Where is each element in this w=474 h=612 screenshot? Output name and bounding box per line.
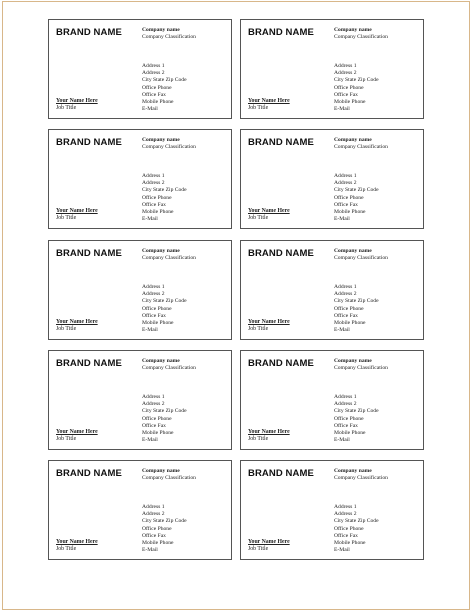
business-card xyxy=(240,460,424,560)
email: E-Mail xyxy=(142,437,158,444)
your-name: Your Name Here xyxy=(248,208,290,214)
business-card xyxy=(48,19,232,119)
mobile-phone: Mobile Phone xyxy=(142,209,174,216)
company-name: Company name xyxy=(334,137,372,143)
your-name: Your Name Here xyxy=(248,98,290,104)
brand-name: BRAND NAME xyxy=(56,248,122,259)
email: E-Mail xyxy=(334,106,350,113)
address-1: Address 1 xyxy=(142,284,165,290)
business-card xyxy=(240,19,424,119)
city-state-zip: City State Zip Code xyxy=(334,77,379,84)
your-name: Your Name Here xyxy=(248,429,290,435)
company-block xyxy=(334,468,388,482)
address-1: Address 1 xyxy=(334,284,357,290)
your-name: Your Name Here xyxy=(56,429,98,435)
address-1: Address 1 xyxy=(142,394,165,400)
contact-block xyxy=(142,504,187,554)
company-block xyxy=(142,248,196,262)
company-name: Company name xyxy=(334,358,372,364)
your-name: Your Name Here xyxy=(56,319,98,325)
brand-name: BRAND NAME xyxy=(248,358,314,369)
office-fax: Office Fax xyxy=(334,422,358,429)
address-1: Address 1 xyxy=(142,173,165,179)
email: E-Mail xyxy=(142,216,158,223)
address-2: Address 2 xyxy=(334,401,357,408)
city-state-zip: City State Zip Code xyxy=(334,187,379,194)
person-block xyxy=(248,319,290,333)
address-1: Address 1 xyxy=(142,504,165,510)
city-state-zip: City State Zip Code xyxy=(142,298,187,305)
job-title: Job Title xyxy=(56,436,77,442)
email: E-Mail xyxy=(142,547,158,554)
contact-block xyxy=(334,63,379,113)
office-phone: Office Phone xyxy=(142,194,172,201)
job-title: Job Title xyxy=(248,436,269,442)
address-2: Address 2 xyxy=(334,291,357,298)
mobile-phone: Mobile Phone xyxy=(334,99,366,106)
company-name: Company name xyxy=(334,468,372,474)
brand-name: BRAND NAME xyxy=(248,137,314,148)
office-phone: Office Phone xyxy=(334,415,364,422)
business-card xyxy=(240,350,424,450)
city-state-zip: City State Zip Code xyxy=(334,408,379,415)
person-block xyxy=(56,429,98,443)
brand-name: BRAND NAME xyxy=(248,468,314,479)
address-2: Address 2 xyxy=(334,180,357,187)
company-name: Company name xyxy=(334,27,372,33)
contact-block xyxy=(334,394,379,444)
office-phone: Office Phone xyxy=(142,415,172,422)
contact-block xyxy=(142,394,187,444)
brand-name: BRAND NAME xyxy=(56,468,122,479)
your-name: Your Name Here xyxy=(248,319,290,325)
email: E-Mail xyxy=(334,216,350,223)
business-card xyxy=(48,460,232,560)
company-classification: Company Classification xyxy=(334,255,388,261)
company-classification: Company Classification xyxy=(334,144,388,150)
address-2: Address 2 xyxy=(142,511,165,518)
office-phone: Office Phone xyxy=(142,84,172,91)
address-2: Address 2 xyxy=(142,70,165,77)
person-block xyxy=(56,539,98,553)
business-card xyxy=(48,240,232,340)
office-phone: Office Phone xyxy=(334,194,364,201)
office-phone: Office Phone xyxy=(142,525,172,532)
contact-block xyxy=(334,173,379,223)
job-title: Job Title xyxy=(56,215,77,221)
office-phone: Office Phone xyxy=(334,305,364,312)
address-2: Address 2 xyxy=(142,180,165,187)
business-card xyxy=(48,129,232,229)
mobile-phone: Mobile Phone xyxy=(142,99,174,106)
city-state-zip: City State Zip Code xyxy=(334,298,379,305)
company-name: Company name xyxy=(142,27,180,33)
job-title: Job Title xyxy=(56,326,77,332)
brand-name: BRAND NAME xyxy=(56,137,122,148)
company-classification: Company Classification xyxy=(142,144,196,150)
email: E-Mail xyxy=(334,547,350,554)
email: E-Mail xyxy=(142,327,158,334)
brand-name: BRAND NAME xyxy=(248,248,314,259)
office-fax: Office Fax xyxy=(142,91,166,98)
email: E-Mail xyxy=(334,327,350,334)
office-fax: Office Fax xyxy=(334,91,358,98)
person-block xyxy=(56,98,98,112)
job-title: Job Title xyxy=(248,105,269,111)
person-block xyxy=(248,208,290,222)
person-block xyxy=(248,98,290,112)
job-title: Job Title xyxy=(56,546,77,552)
job-title: Job Title xyxy=(56,105,77,111)
mobile-phone: Mobile Phone xyxy=(142,540,174,547)
your-name: Your Name Here xyxy=(56,98,98,104)
city-state-zip: City State Zip Code xyxy=(334,518,379,525)
company-classification: Company Classification xyxy=(142,255,196,261)
city-state-zip: City State Zip Code xyxy=(142,187,187,194)
address-1: Address 1 xyxy=(334,504,357,510)
company-name: Company name xyxy=(142,358,180,364)
job-title: Job Title xyxy=(248,215,269,221)
job-title: Job Title xyxy=(248,546,269,552)
company-block xyxy=(142,137,196,151)
business-card xyxy=(48,350,232,450)
company-classification: Company Classification xyxy=(142,365,196,371)
company-name: Company name xyxy=(334,248,372,254)
company-classification: Company Classification xyxy=(334,34,388,40)
company-name: Company name xyxy=(142,137,180,143)
company-name: Company name xyxy=(142,248,180,254)
person-block xyxy=(248,539,290,553)
contact-block xyxy=(334,284,379,334)
company-name: Company name xyxy=(142,468,180,474)
city-state-zip: City State Zip Code xyxy=(142,77,187,84)
mobile-phone: Mobile Phone xyxy=(334,540,366,547)
address-1: Address 1 xyxy=(334,173,357,179)
brand-name: BRAND NAME xyxy=(56,27,122,38)
company-block xyxy=(142,468,196,482)
address-1: Address 1 xyxy=(334,63,357,69)
email: E-Mail xyxy=(334,437,350,444)
office-phone: Office Phone xyxy=(334,84,364,91)
office-phone: Office Phone xyxy=(334,525,364,532)
company-classification: Company Classification xyxy=(334,475,388,481)
address-1: Address 1 xyxy=(142,63,165,69)
address-2: Address 2 xyxy=(142,291,165,298)
office-fax: Office Fax xyxy=(334,312,358,319)
address-2: Address 2 xyxy=(142,401,165,408)
your-name: Your Name Here xyxy=(248,539,290,545)
company-block xyxy=(334,27,388,41)
your-name: Your Name Here xyxy=(56,208,98,214)
company-block xyxy=(334,248,388,262)
business-card xyxy=(240,129,424,229)
office-fax: Office Fax xyxy=(334,532,358,539)
company-block xyxy=(142,27,196,41)
office-fax: Office Fax xyxy=(142,312,166,319)
office-phone: Office Phone xyxy=(142,305,172,312)
company-block xyxy=(334,137,388,151)
brand-name: BRAND NAME xyxy=(56,358,122,369)
office-fax: Office Fax xyxy=(334,201,358,208)
person-block xyxy=(56,208,98,222)
contact-block xyxy=(142,63,187,113)
mobile-phone: Mobile Phone xyxy=(142,430,174,437)
business-card xyxy=(240,240,424,340)
company-classification: Company Classification xyxy=(142,475,196,481)
office-fax: Office Fax xyxy=(142,532,166,539)
address-2: Address 2 xyxy=(334,70,357,77)
mobile-phone: Mobile Phone xyxy=(334,430,366,437)
address-1: Address 1 xyxy=(334,394,357,400)
mobile-phone: Mobile Phone xyxy=(334,320,366,327)
contact-block xyxy=(334,504,379,554)
email: E-Mail xyxy=(142,106,158,113)
person-block xyxy=(56,319,98,333)
person-block xyxy=(248,429,290,443)
mobile-phone: Mobile Phone xyxy=(334,209,366,216)
contact-block xyxy=(142,284,187,334)
brand-name: BRAND NAME xyxy=(248,27,314,38)
office-fax: Office Fax xyxy=(142,201,166,208)
address-2: Address 2 xyxy=(334,511,357,518)
city-state-zip: City State Zip Code xyxy=(142,408,187,415)
company-block xyxy=(334,358,388,372)
contact-block xyxy=(142,173,187,223)
company-classification: Company Classification xyxy=(142,34,196,40)
company-classification: Company Classification xyxy=(334,365,388,371)
mobile-phone: Mobile Phone xyxy=(142,320,174,327)
company-block xyxy=(142,358,196,372)
job-title: Job Title xyxy=(248,326,269,332)
office-fax: Office Fax xyxy=(142,422,166,429)
city-state-zip: City State Zip Code xyxy=(142,518,187,525)
your-name: Your Name Here xyxy=(56,539,98,545)
